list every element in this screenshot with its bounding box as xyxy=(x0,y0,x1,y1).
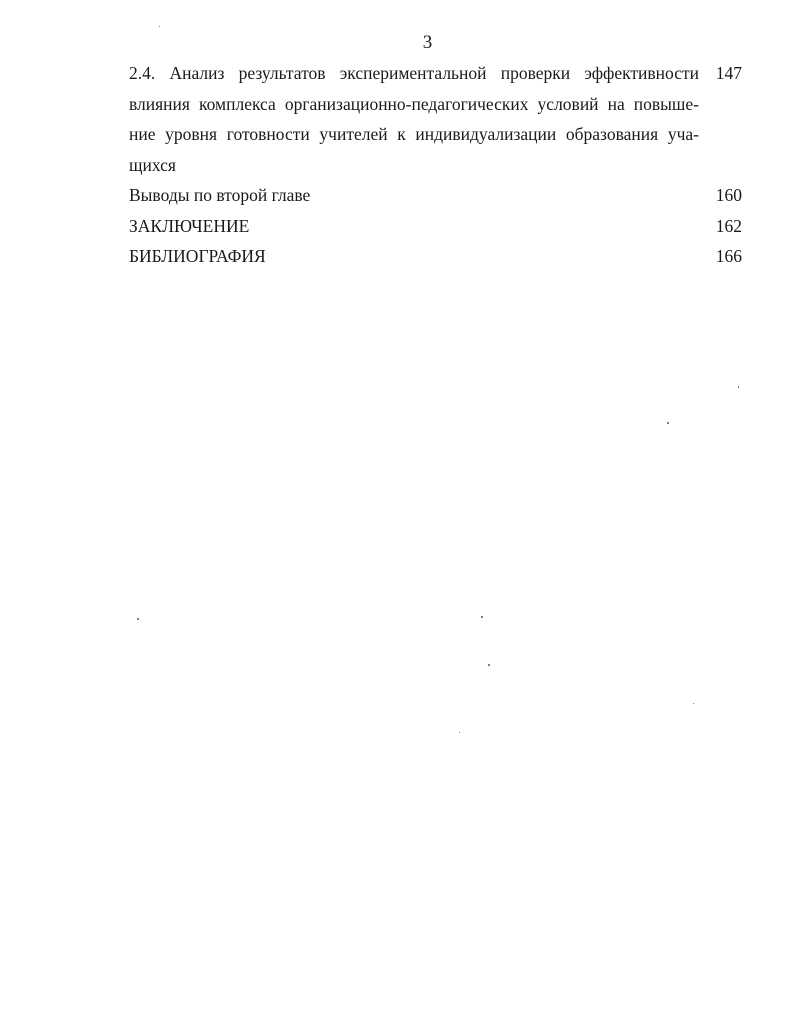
scan-speck xyxy=(459,732,460,733)
toc-entry-title: БИБЛИОГРАФИЯ xyxy=(129,246,266,266)
toc-entry-section-2-4 xyxy=(129,58,742,180)
toc-entry-title-line: влияния комплекса организационно-педагогических условий на повыше- xyxy=(129,93,699,114)
scan-speck xyxy=(738,386,739,388)
scan-speck xyxy=(693,703,694,704)
toc-entry-title: Выводы по второй главе xyxy=(129,185,311,205)
toc-entry-page-number: 166 xyxy=(715,246,743,266)
scan-speck xyxy=(137,618,139,620)
toc-entry-bibliography xyxy=(129,241,742,272)
scan-speck xyxy=(667,422,669,424)
scan-speck xyxy=(159,26,160,27)
toc-entry-conclusion xyxy=(129,211,742,242)
scan-speck xyxy=(481,616,483,618)
toc-entry-title-line: 2.4. Анализ результатов экспериментальной проверки эффективности xyxy=(129,63,699,83)
toc-entry-title xyxy=(129,58,699,180)
toc-entry-chapter-2-conclusions xyxy=(129,180,742,211)
toc-entry-title-line: ние уровня готовности учителей к индивидуализации образования уча- xyxy=(129,124,699,144)
scan-speck xyxy=(488,664,490,666)
toc-entry-page-number: 162 xyxy=(715,215,743,236)
toc-entry-title-line: щихся xyxy=(129,154,176,175)
toc-entry-page-number: 147 xyxy=(715,63,742,83)
toc-entry-page-number: 160 xyxy=(715,185,742,205)
page-number: 3 xyxy=(422,32,433,53)
toc-entry-title: ЗАКЛЮЧЕНИЕ xyxy=(129,215,250,236)
table-of-contents xyxy=(129,58,742,272)
